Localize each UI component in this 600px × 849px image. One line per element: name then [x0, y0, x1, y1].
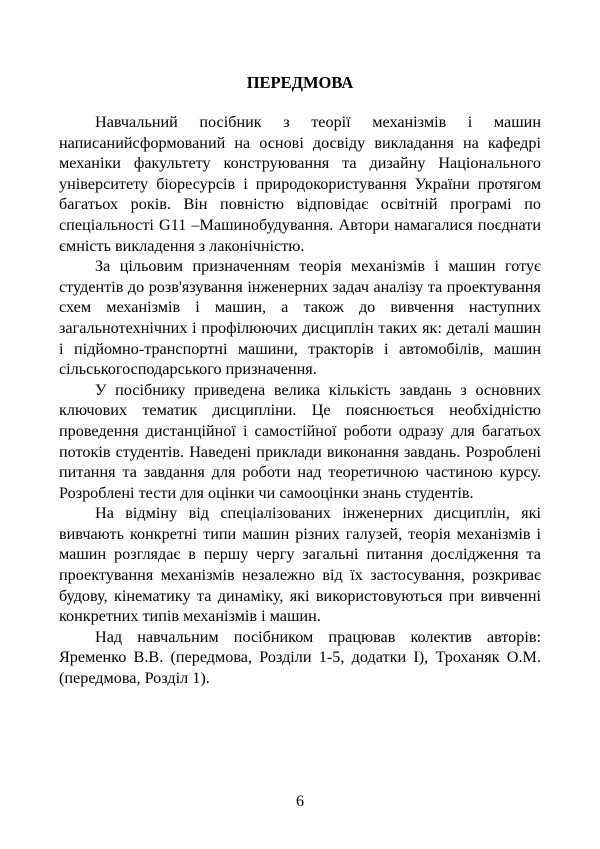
paragraph: У посібнику приведена велика кількість завдань з основних ключових тематик дисципліни. Це пояснюється необхідністю проведення дистанційної і самостійної роботи одразу для багатьох потоків студентів. Наведені приклади виконання завдань. Розроблені питання та завдання для роботи над теоретичною частиною курсу. Розроблені тести для оцінки чи самооцінки знань студентів. [59, 380, 541, 502]
paragraph: На відміну від спеціалізованих інженерних дисциплін, які вивчають конкретні типи машин різних галузей, теорія механізмів і машин розглядає в першу чергу загальні питання дослідження та проектування механізмів незалежно від їх застосування, розкриває будову, кінематику та динаміку, які використовуються при вивченні конкретних типів механізмів і машин. [59, 504, 541, 626]
paragraph: Над навчальним посібником працював колектив авторів: Яременко В.В. (передмова, Розділи 1-5, додатки І), Троханяк О.М. (передмова, Розділ 1). [59, 627, 541, 688]
page-title: ПЕРЕДМОВА [246, 73, 354, 92]
paragraph: За цільовим призначенням теорія механізмів і машин готує студентів до розв'язування інженерних задач аналізу та проектування схем механізмів і машин, а також до вивчення наступних загальнотехнічних і профілюючих дисциплін таких як: деталі машин і підйомно-транспортні машини, тракторів і автомобілів, машин сільськогосподарського призначення. [59, 257, 541, 379]
body-text [59, 112, 541, 689]
paragraph: Навчальний посібник з теорії механізмів і машин написанийсформований на основі досвіду викладання на кафедрі механіки факультету конструювання та дизайну Національного університету біоресурсів і природокористування України протягом багатьох років. Він повністю відповідає освітній програмі по спеціальності G11 –Машинобудування. Автори намагалися поєднати ємність викладення з лаконічністю. [59, 113, 541, 255]
page-number: 6 [296, 793, 304, 810]
